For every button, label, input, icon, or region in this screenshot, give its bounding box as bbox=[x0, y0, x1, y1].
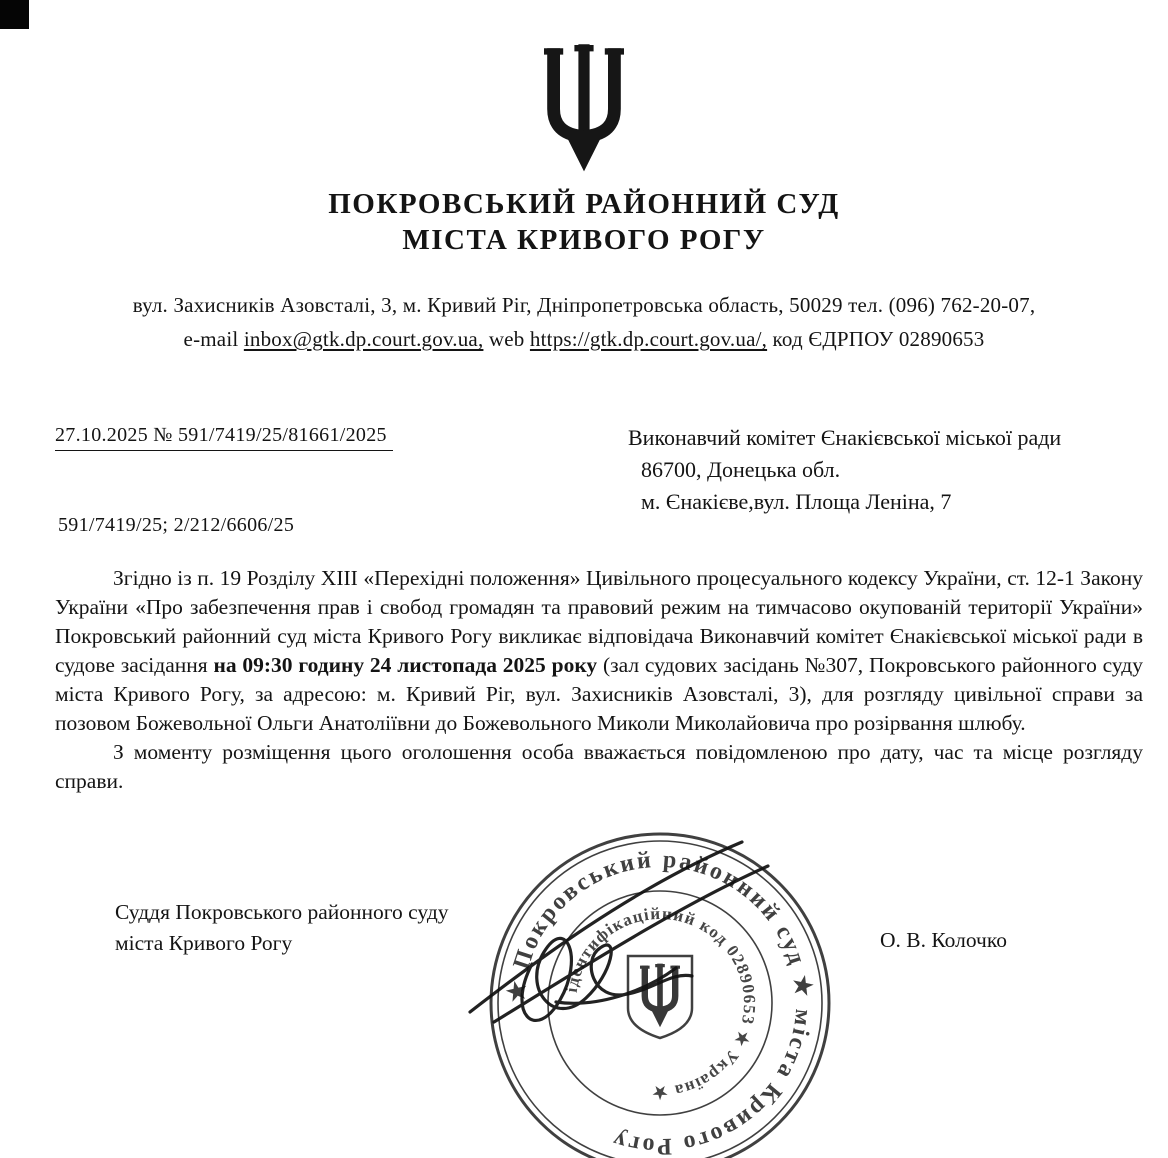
court-email: inbox@gtk.dp.court.gov.ua, bbox=[243, 327, 484, 351]
document-header bbox=[0, 44, 1168, 258]
tryzub-emblem bbox=[536, 44, 632, 174]
recipient-block bbox=[628, 422, 1061, 518]
outgoing-date-number: 27.10.2025 № 591/7419/25/81661/2025 bbox=[55, 424, 393, 451]
scan-artifact bbox=[0, 0, 29, 29]
hearing-datetime: на 09:30 годину 24 листопада 2025 року bbox=[213, 653, 598, 677]
stamp-outer-ring-text: ★ Покровський районний суд ★ міста Кривого Рогу bbox=[503, 846, 817, 1158]
recipient-name: Виконавчий комітет Єнакієвської міської ради bbox=[628, 425, 1062, 450]
notice-p1-text: Згідно із п. 19 Розділу ХІІІ «Перехідні положення» Цивільного процесуального кодексу України, ст. 12-1 Закону України «Про забезпечення прав і свобод громадян та правовий режим на тимчасово окупованій території України» Покровський районний суд міста Кривого Рогу викликає відповідача Виконавчий комітет Єнакієвської міської ради в судове засідання bbox=[55, 566, 1143, 677]
email-label: e-mail bbox=[183, 327, 239, 351]
notice-p1-continuation: (зал судових засідань №307, Покровського районного суду міста Кривого Рогу, за адресою: м. Кривий Ріг, вул. Захисників Азовсталі, 3), для розгляду цивільної справи за позовом Божевольної Ольги Анатоліївни до Божевольного Миколи Миколайовича про розірвання шлюбу. bbox=[55, 653, 1143, 735]
web-label: web bbox=[488, 327, 525, 351]
notice-body bbox=[55, 564, 1143, 796]
judge-signature bbox=[436, 816, 876, 1046]
notice-paragraph-1 bbox=[55, 564, 1143, 738]
case-numbers: 591/7419/25; 2/212/6606/25 bbox=[58, 514, 295, 536]
court-website: https://gtk.dp.court.gov.ua/, bbox=[529, 327, 768, 351]
court-contacts-line bbox=[0, 322, 1168, 356]
judge-name: О. В. Колочко bbox=[880, 928, 1007, 952]
court-name-line1: ПОКРОВСЬКИЙ РАЙОННИЙ СУД bbox=[328, 188, 840, 220]
court-address-line: вул. Захисників Азовсталі, 3, м. Кривий Ріг, Дніпропетровська область, 50029 тел. (096) 762-20-07, bbox=[132, 293, 1036, 317]
notice-paragraph-2: З моменту розміщення цього оголошення особа вважається повідомленою про дату, час та місце розгляду справи. bbox=[55, 740, 1143, 793]
recipient-postcode-region: 86700, Донецька обл. bbox=[641, 457, 841, 482]
edrpou-code: код ЄДРПОУ 02890653 bbox=[772, 327, 985, 351]
stamp-inner-ring-text: ідентифікаційний код 02890653 ★ Україна ★ bbox=[561, 903, 760, 1103]
court-name-line2: МІСТА КРИВОГО РОГУ bbox=[402, 224, 766, 256]
court-address-block bbox=[0, 288, 1168, 356]
judge-role-line2: міста Кривого Рогу bbox=[115, 931, 293, 955]
judge-role-line1: Суддя Покровського районного суду bbox=[115, 900, 449, 924]
judge-role-block bbox=[115, 897, 449, 959]
recipient-street-address: м. Єнакієве,вул. Площа Леніна, 7 bbox=[641, 489, 952, 514]
